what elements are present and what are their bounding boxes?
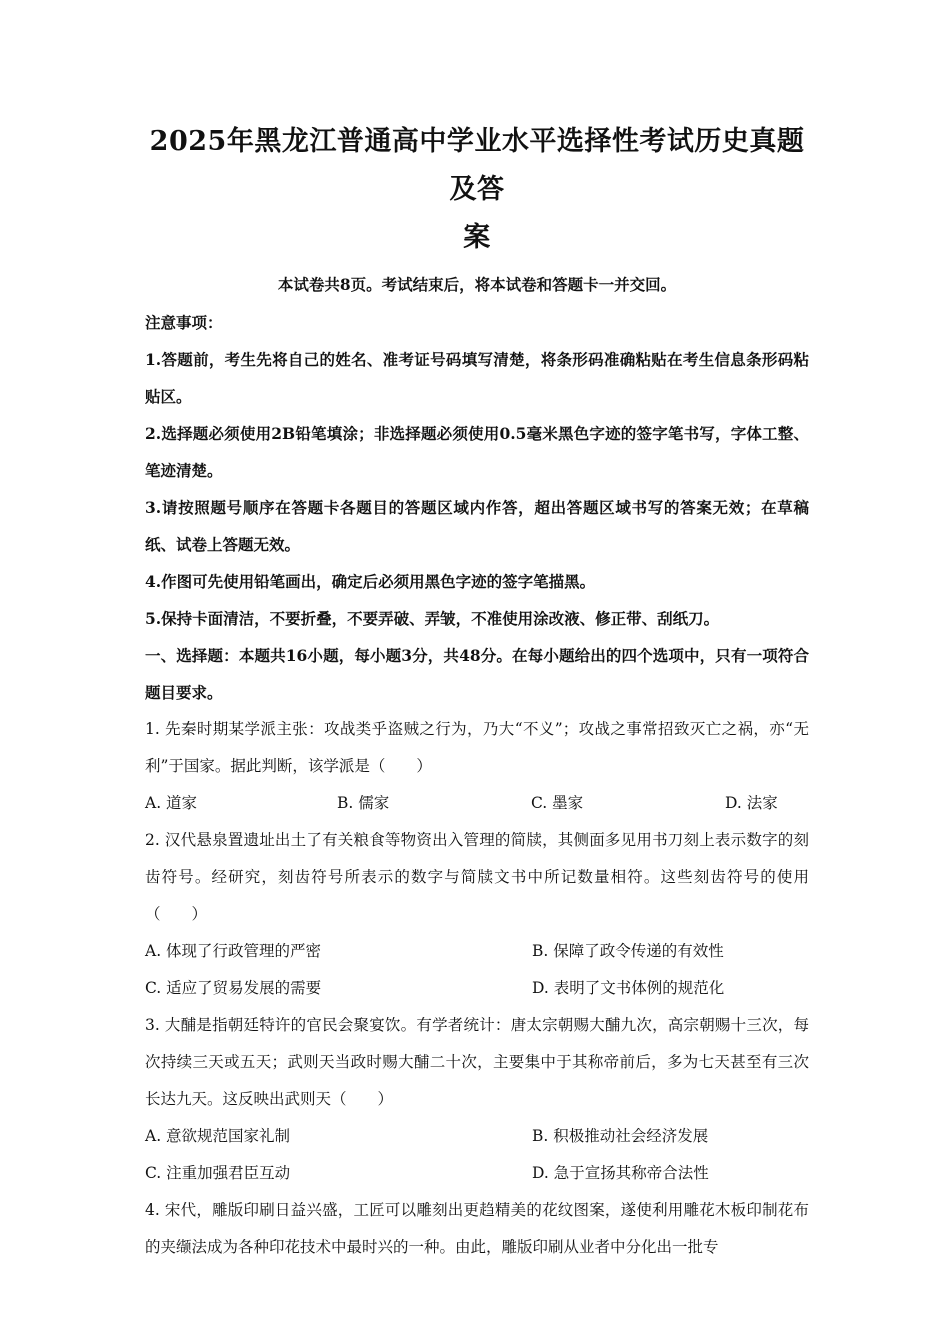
option-d: D. 法家 bbox=[725, 794, 778, 812]
question-2-options-row-1 bbox=[145, 933, 809, 970]
option-a: A. 意欲规范国家礼制 bbox=[145, 1127, 291, 1145]
notice-item: 2.选择题必须使用2B铅笔填涂；非选择题必须使用0.5毫米黑色字迹的签字笔书写，字体工整、笔迹清楚。 bbox=[145, 424, 809, 480]
option-a: A. 道家 bbox=[145, 794, 198, 812]
question-1-options bbox=[145, 785, 809, 822]
notice-item: 5.保持卡面清洁，不要折叠，不要弄破、弄皱，不准使用涂改液、修正带、刮纸刀。 bbox=[145, 609, 720, 628]
option-d: D. 急于宣扬其称帝合法性 bbox=[532, 1164, 709, 1182]
title-line-1: 2025年黑龙江普通高中学业水平选择性考试历史真题及答 bbox=[149, 126, 805, 205]
option-c: C. 注重加强君臣互动 bbox=[145, 1164, 291, 1182]
option-b: B. 积极推动社会经济发展 bbox=[532, 1127, 709, 1145]
notice-item: 4.作图可先使用铅笔画出，确定后必须用黑色字迹的签字笔描黑。 bbox=[145, 572, 596, 591]
document-subtitle: 本试卷共8页。考试结束后，将本试卷和答题卡一并交回。 bbox=[277, 275, 677, 294]
question-1-stem: 1. 先秦时期某学派主张：攻战类乎盗贼之行为，乃大“不义”；攻战之事常招致灭亡之祸，亦“无利”于国家。据此判断，该学派是（ ） bbox=[145, 720, 809, 775]
option-b: B. 保障了政令传递的有效性 bbox=[532, 942, 724, 960]
question-4-stem: 4. 宋代，雕版印刷日益兴盛，工匠可以雕刻出更趋精美的花纹图案，遂使利用雕花木板印制花布的夹缬法成为各种印花技术中最时兴的一种。由此，雕版印刷从业者中分化出一批专 bbox=[145, 1201, 809, 1256]
title-line-2: 案 bbox=[463, 222, 491, 253]
section-heading: 一、选择题：本题共16小题，每小题3分，共48分。在每小题给出的四个选项中，只有一项符合题目要求。 bbox=[145, 646, 809, 702]
option-c: C. 适应了贸易发展的需要 bbox=[145, 979, 322, 997]
option-c: C. 墨家 bbox=[531, 794, 584, 812]
question-3-stem: 3. 大酺是指朝廷特许的官民会聚宴饮。有学者统计：唐太宗朝赐大酺九次，高宗朝赐十三次，每次持续三天或五天；武则天当政时赐大酺二十次，主要集中于其称帝前后，多为七天甚至有三次长达九天。这反映出武则天（ ） bbox=[145, 1016, 809, 1108]
option-d: D. 表明了文书体例的规范化 bbox=[532, 979, 725, 997]
document-title bbox=[145, 118, 809, 262]
question-3-options-row-2 bbox=[145, 1155, 809, 1192]
question-3-options-row-1 bbox=[145, 1118, 809, 1155]
question-2-stem: 2. 汉代悬泉置遗址出土了有关粮食等物资出入管理的简牍，其侧面多见用书刀刻上表示数字的刻齿符号。经研究，刻齿符号所表示的数字与简牍文书中所记数量相符。这些刻齿符号的使用（ ） bbox=[145, 831, 809, 923]
notice-heading: 注意事项： bbox=[145, 313, 223, 332]
option-a: A. 体现了行政管理的严密 bbox=[145, 942, 322, 960]
document-page bbox=[145, 118, 809, 1266]
option-b: B. 儒家 bbox=[337, 794, 390, 812]
question-2-options-row-2 bbox=[145, 970, 809, 1007]
notice-item: 1.答题前，考生先将自己的姓名、准考证号码填写清楚，将条形码准确粘贴在考生信息条形码粘贴区。 bbox=[145, 350, 809, 406]
notice-item: 3.请按照题号顺序在答题卡各题目的答题区域内作答，超出答题区域书写的答案无效；在草稿纸、试卷上答题无效。 bbox=[145, 498, 809, 554]
